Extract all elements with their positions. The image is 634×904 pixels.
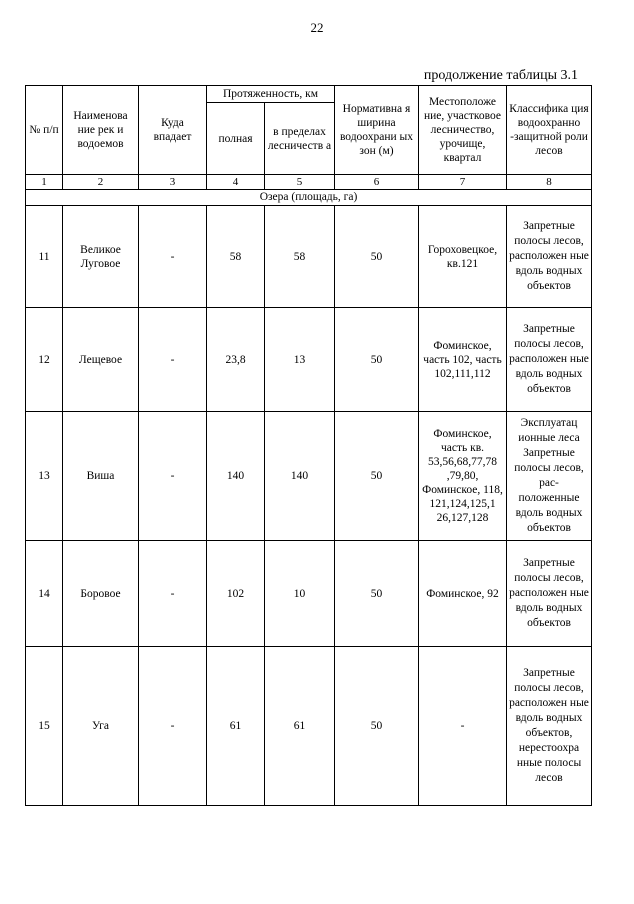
row-norm-width: 50 (335, 412, 419, 541)
row-length-total: 102 (207, 541, 265, 647)
column-number: 3 (139, 175, 207, 190)
row-num: 14 (26, 541, 63, 647)
column-number: 2 (63, 175, 139, 190)
table-row (26, 412, 592, 541)
table-row (26, 647, 592, 806)
column-number-row (26, 175, 592, 190)
header-length-group: Протяженность, км (207, 86, 335, 103)
row-name: Уга (63, 647, 139, 806)
row-length-within: 58 (265, 206, 335, 308)
table-continuation-label: продолжение таблицы 3.1 (423, 68, 578, 83)
header-location: Местоположе ние, участковое лесничество, урочище, квартал (419, 86, 507, 175)
header-num: № п/п (26, 86, 63, 175)
row-classification: Запретные полосы лесов, расположен ные вдоль водных объектов, нерестоохра нные полосы лесов (507, 647, 592, 806)
row-location: - (419, 647, 507, 806)
column-number: 1 (26, 175, 63, 190)
section-title: Озера (площадь, га) (26, 190, 592, 206)
row-length-within: 140 (265, 412, 335, 541)
header-length-within: в пределах лесничеств а (265, 103, 335, 175)
row-flows-into: - (139, 647, 207, 806)
row-name: Боровое (63, 541, 139, 647)
row-classification: Запретные полосы лесов, расположен ные вдоль водных объектов (507, 308, 592, 412)
row-length-total: 140 (207, 412, 265, 541)
row-location: Гороховецкое, кв.121 (419, 206, 507, 308)
section-row (26, 190, 592, 206)
row-location: Фоминское, часть 102, часть 102,111,112 (419, 308, 507, 412)
column-number: 8 (507, 175, 592, 190)
column-number: 4 (207, 175, 265, 190)
header-name: Наименова ние рек и водоемов (63, 86, 139, 175)
column-number: 5 (265, 175, 335, 190)
row-length-within: 61 (265, 647, 335, 806)
page-number: 22 (310, 20, 324, 35)
row-classification: Запретные полосы лесов, расположен ные вдоль водных объектов (507, 206, 592, 308)
header-flows-into: Куда впадает (139, 86, 207, 175)
row-length-total: 58 (207, 206, 265, 308)
table-row (26, 206, 592, 308)
header-classification: Классифика ция водоохранно -защитной роли лесов (507, 86, 592, 175)
row-flows-into: - (139, 541, 207, 647)
row-flows-into: - (139, 308, 207, 412)
row-length-total: 23,8 (207, 308, 265, 412)
row-num: 13 (26, 412, 63, 541)
header-length-total: полная (207, 103, 265, 175)
row-name: Лещевое (63, 308, 139, 412)
row-num: 11 (26, 206, 63, 308)
row-length-within: 10 (265, 541, 335, 647)
table-row (26, 308, 592, 412)
row-num: 12 (26, 308, 63, 412)
row-name: Виша (63, 412, 139, 541)
row-num: 15 (26, 647, 63, 806)
row-flows-into: - (139, 206, 207, 308)
row-classification: Эксплуатац ионные леса Запретные полосы лесов, рас- положенные вдоль водных объектов (507, 412, 592, 541)
row-norm-width: 50 (335, 541, 419, 647)
row-norm-width: 50 (335, 206, 419, 308)
row-name: Великое Луговое (63, 206, 139, 308)
header-norm-width: Нормативна я ширина водоохрани ых зон (м) (335, 86, 419, 175)
column-number: 6 (335, 175, 419, 190)
row-norm-width: 50 (335, 647, 419, 806)
row-classification: Запретные полосы лесов, расположен ные вдоль водных объектов (507, 541, 592, 647)
row-length-total: 61 (207, 647, 265, 806)
row-norm-width: 50 (335, 308, 419, 412)
table-row (26, 541, 592, 647)
row-location: Фоминское, часть кв. 53,56,68,77,78 ,79,80, Фоминское, 118, 121,124,125,1 26,127,128 (419, 412, 507, 541)
row-location: Фоминское, 92 (419, 541, 507, 647)
row-length-within: 13 (265, 308, 335, 412)
column-number: 7 (419, 175, 507, 190)
row-flows-into: - (139, 412, 207, 541)
water-bodies-table (25, 85, 592, 806)
